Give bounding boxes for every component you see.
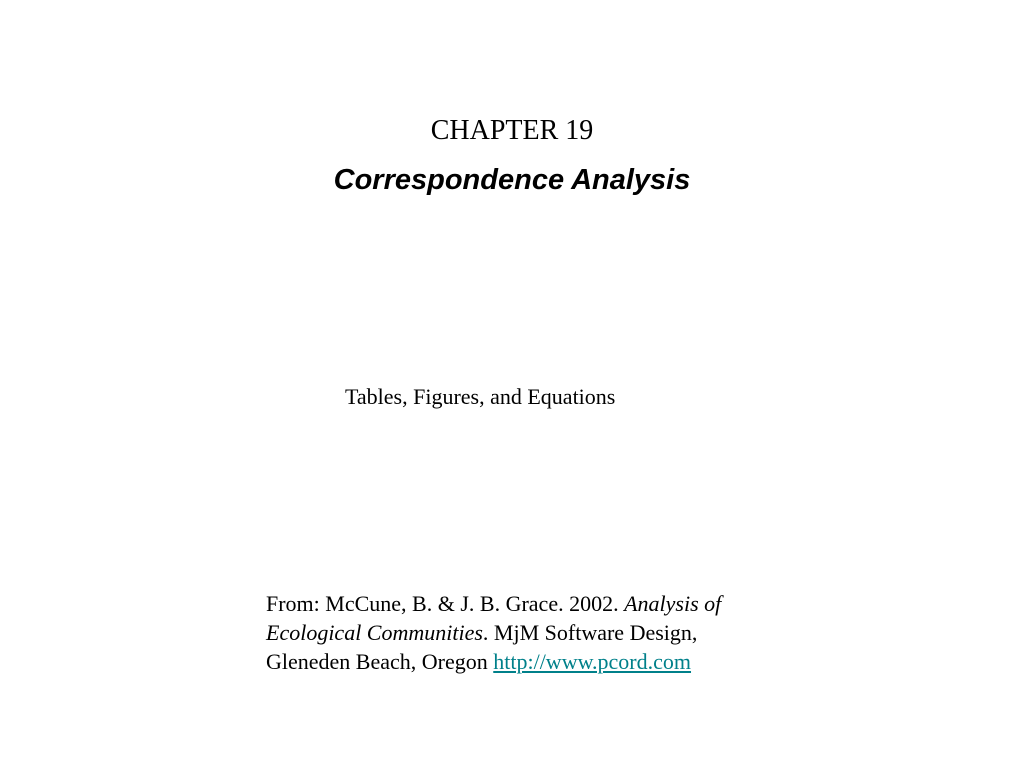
website-link[interactable]: http://www.pcord.com [493,649,692,674]
chapter-title: Correspondence Analysis [333,164,691,196]
chapter-heading: CHAPTER 19 [430,115,594,146]
citation-line-3 [266,647,866,676]
publisher: . MjM Software Design, [482,620,698,645]
location: Gleneden Beach, Oregon [266,649,494,674]
book-title-part1: Analysis of [624,591,722,616]
citation-prefix: From: McCune, B. & J. B. Grace. 2002. [266,591,625,616]
citation-line-1 [266,589,866,618]
citation-line-2 [266,618,866,647]
citation [266,589,866,676]
subtitle: Tables, Figures, and Equations [345,384,616,409]
book-title-part2: Ecological Communities [266,620,483,645]
